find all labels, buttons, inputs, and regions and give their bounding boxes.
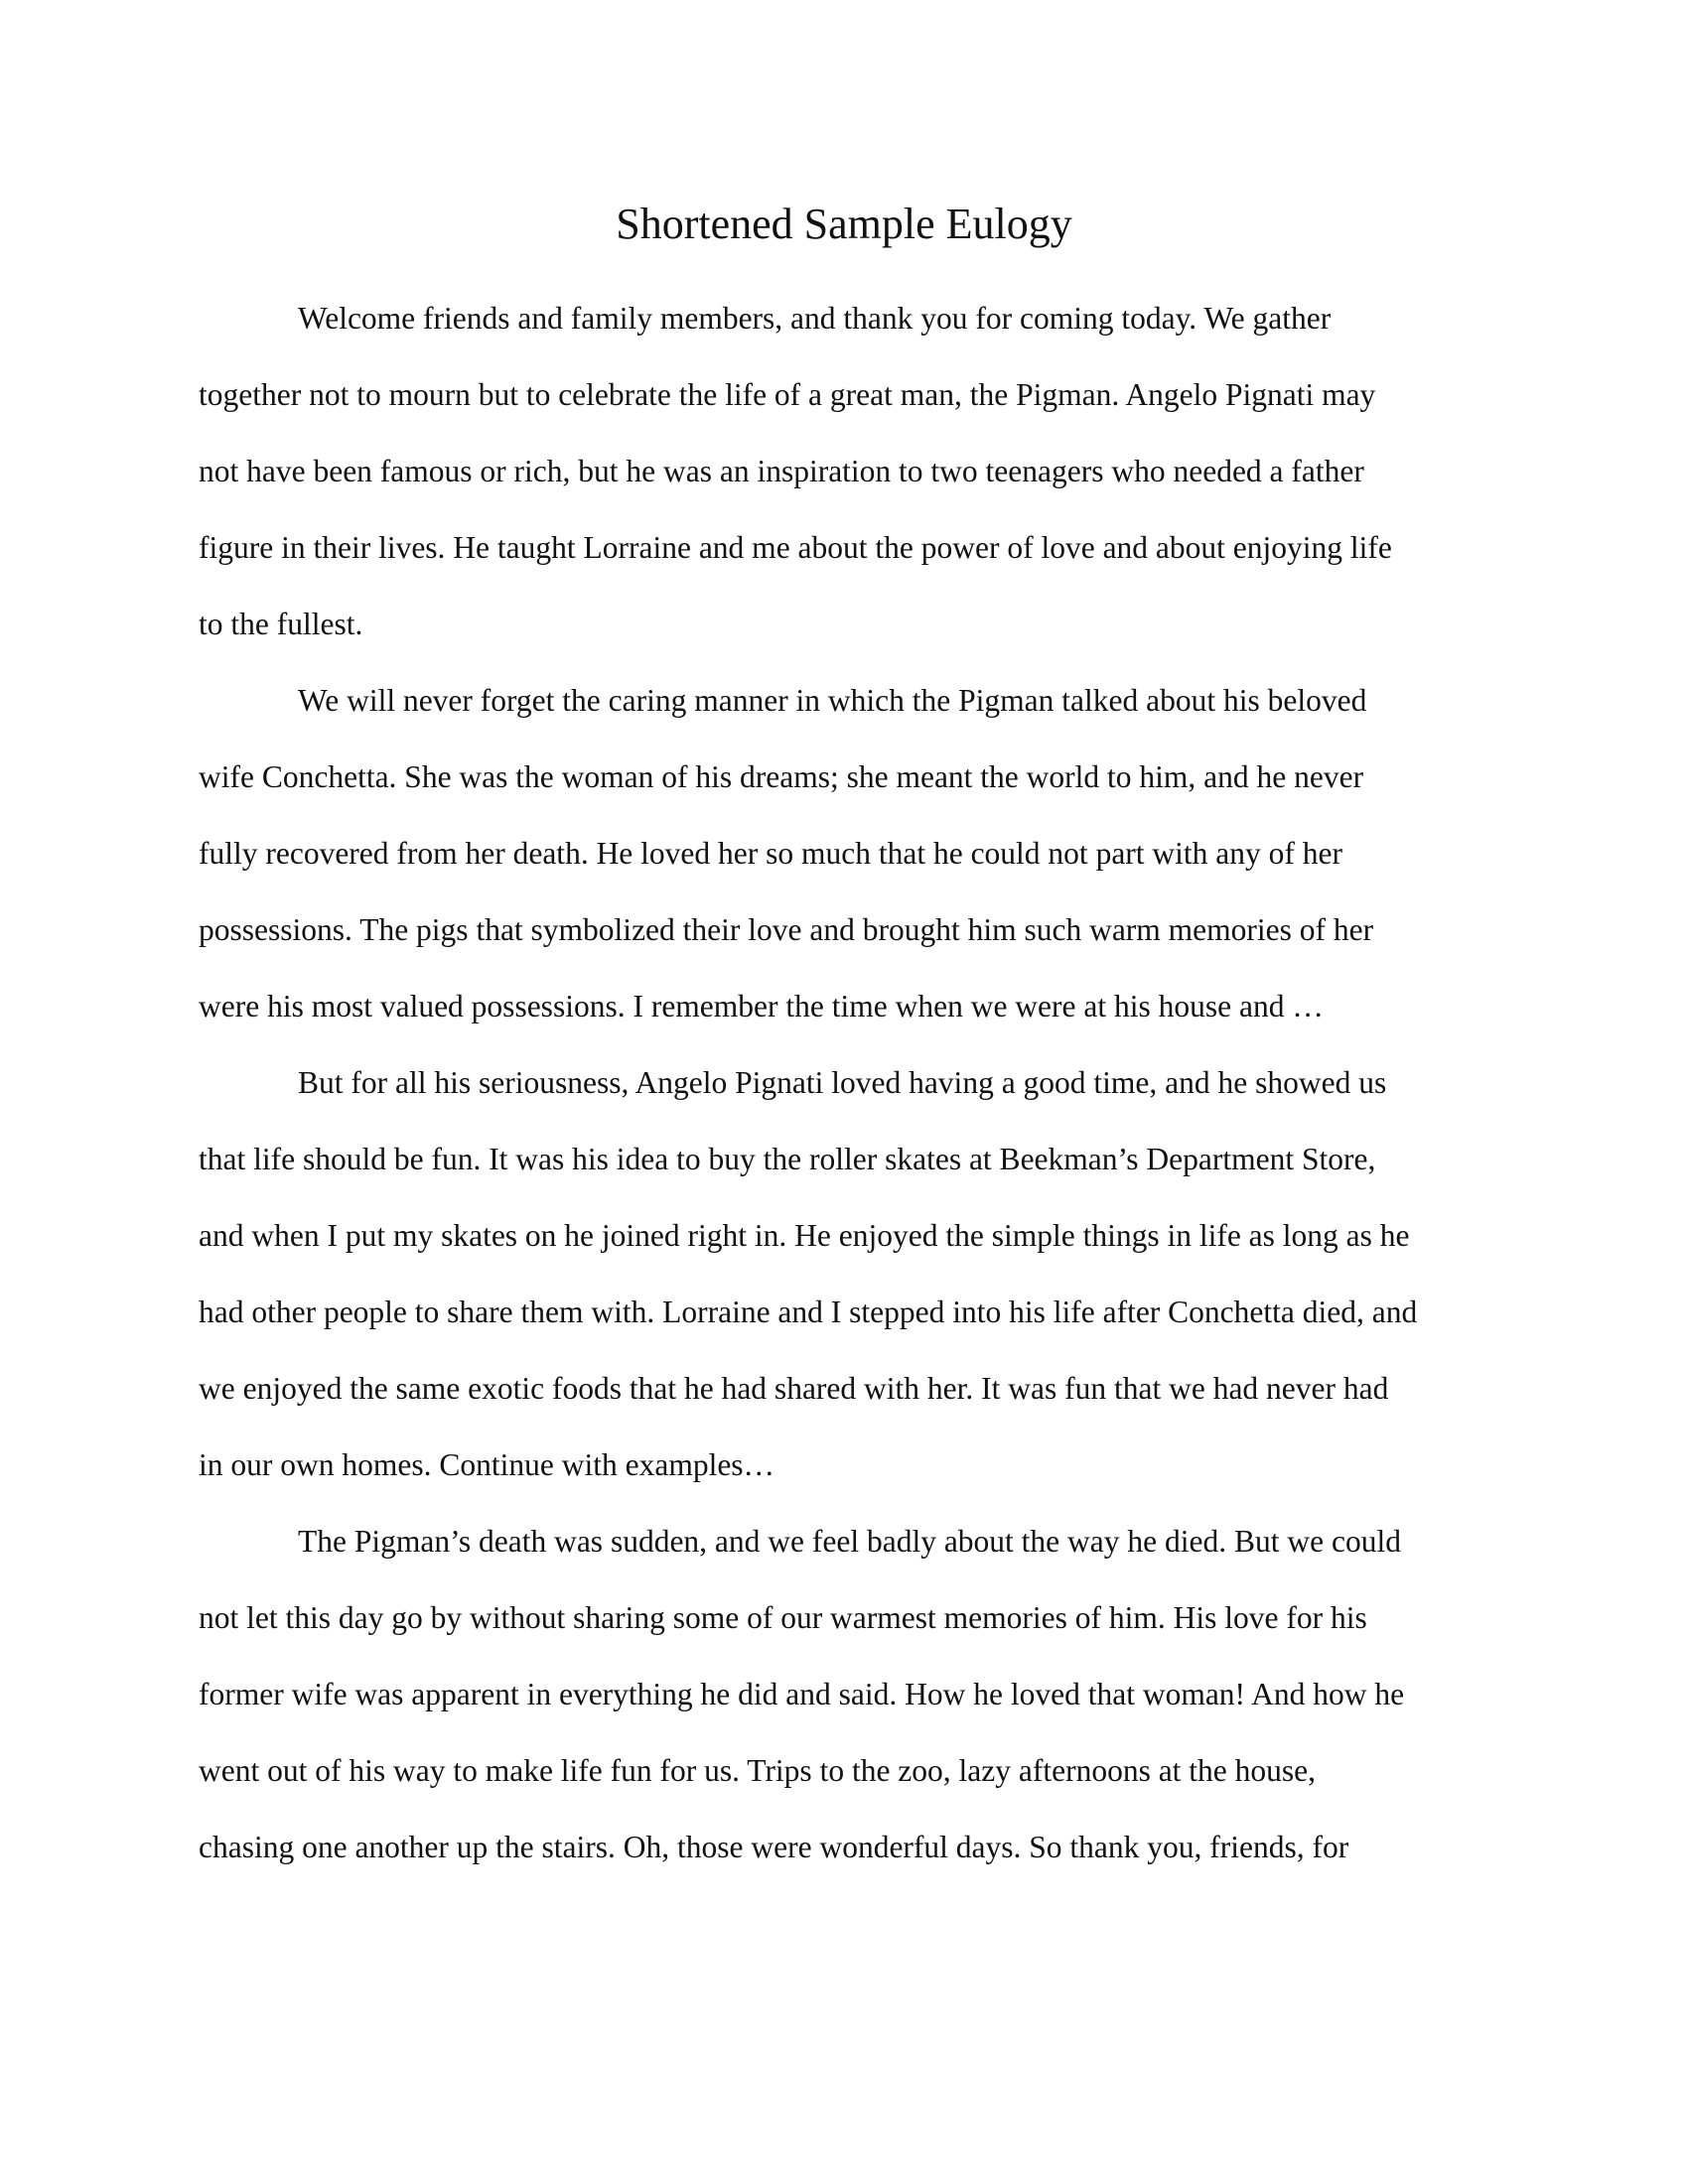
- text-line: went out of his way to make life fun for us. Trips to the zoo, lazy afternoons at the house,: [199, 1753, 1317, 1788]
- text-line: The Pigman’s death was sudden, and we feel badly about the way he died. But we could: [298, 1524, 1401, 1559]
- text-line: and when I put my skates on he joined right in. He enjoyed the simple things in life as long as he: [199, 1218, 1410, 1253]
- text-line: to the fullest.: [199, 607, 363, 641]
- text-line: fully recovered from her death. He loved her so much that he could not part with any of her: [199, 836, 1342, 871]
- text-line: that life should be fun. It was his idea to buy the roller skates at Beekman’s Department Store,: [199, 1142, 1376, 1176]
- text-line: Welcome friends and family members, and thank you for coming today. We gather: [298, 301, 1332, 336]
- text-line: not have been famous or rich, but he was an inspiration to two teenagers who needed a father: [199, 454, 1364, 488]
- page-title: Shortened Sample Eulogy: [616, 200, 1072, 248]
- text-line: We will never forget the caring manner in which the Pigman talked about his beloved: [298, 683, 1367, 718]
- text-line: we enjoyed the same exotic foods that he had shared with her. It was fun that we had never had: [199, 1371, 1389, 1406]
- text-line: had other people to share them with. Lorraine and I stepped into his life after Conchetta died, and: [199, 1295, 1418, 1329]
- text-line: were his most valued possessions. I remember the time when we were at his house and …: [199, 989, 1324, 1024]
- text-line: possessions. The pigs that symbolized their love and brought him such warm memories of her: [199, 912, 1374, 947]
- text-line: chasing one another up the stairs. Oh, those were wonderful days. So thank you, friends, for: [199, 1830, 1349, 1864]
- text-line: in our own homes. Continue with examples…: [199, 1447, 775, 1482]
- text-line: wife Conchetta. She was the woman of his dreams; she meant the world to him, and he never: [199, 759, 1364, 794]
- text-line: But for all his seriousness, Angelo Pignati loved having a good time, and he showed us: [298, 1065, 1387, 1100]
- text-line: together not to mourn but to celebrate the life of a great man, the Pigman. Angelo Pignati may: [199, 377, 1376, 412]
- text-line: not let this day go by without sharing some of our warmest memories of him. His love for his: [199, 1600, 1367, 1635]
- text-line: former wife was apparent in everything he did and said. How he loved that woman! And how he: [199, 1677, 1405, 1711]
- text-line: figure in their lives. He taught Lorraine and me about the power of love and about enjoying life: [199, 530, 1392, 565]
